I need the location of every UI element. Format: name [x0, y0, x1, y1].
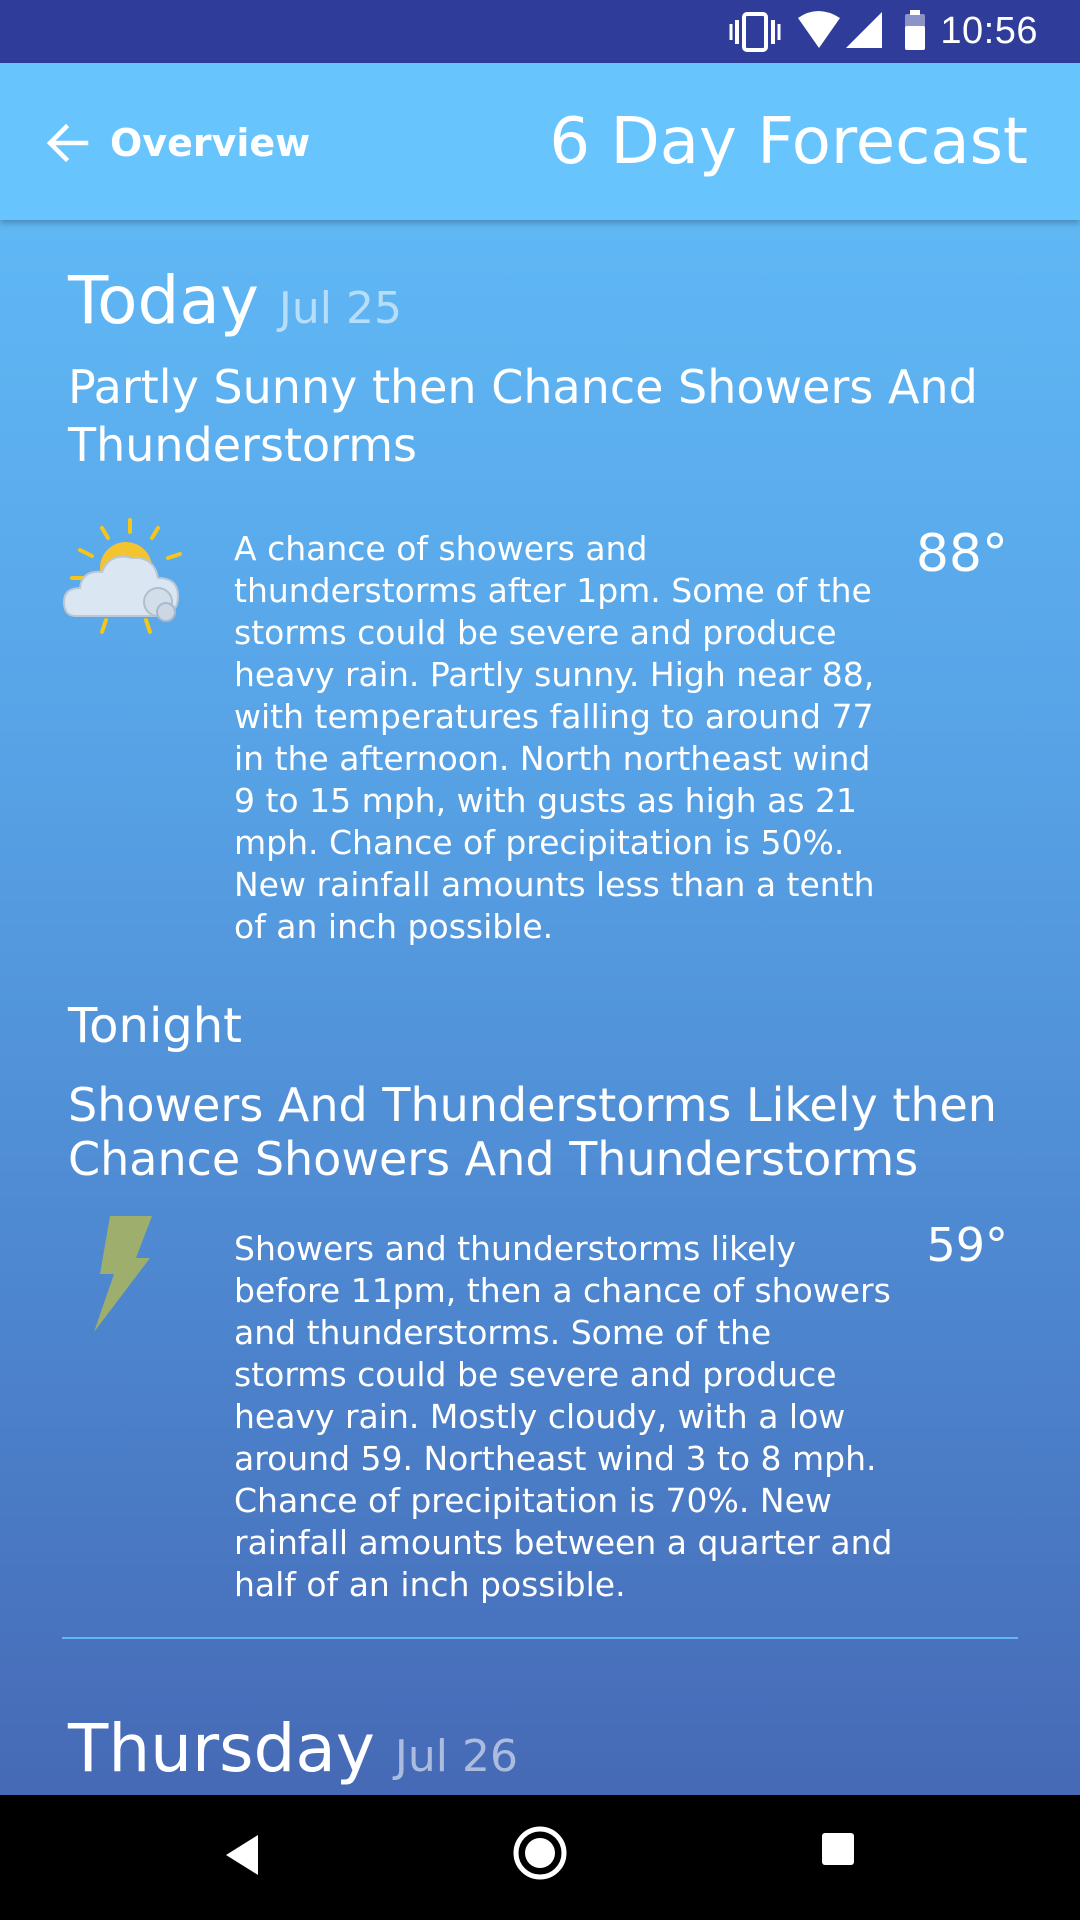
day-name: Today: [68, 262, 259, 339]
forecast-detail: A chance of showers and thunderstorms after 1pm. Some of the storms could be severe and produce heavy rain. Partly sunny. High near 88, with temperatures falling to around 77 in the afternoon. North northeast wind 9 to 15 mph, with gusts as high as 21 mph. Chance of precipitation is 50%. New rainfall amounts less than a tenth of an inch possible.: [234, 529, 875, 946]
forecast-summary: Showers And Thunderstorms Likely then Chance Showers And Thunderstorms: [68, 1078, 997, 1186]
forecast-temp: 59°: [926, 1218, 1008, 1272]
forecast-temp: 88°: [915, 524, 1008, 584]
back-label: Overview: [110, 121, 311, 165]
page-title: 6 Day Forecast: [549, 105, 1028, 179]
status-icons: [0, 0, 1080, 63]
day-header-thursday: [68, 1710, 518, 1787]
partly-sunny-showers-icon: [62, 516, 186, 640]
back-button[interactable]: [46, 113, 310, 173]
app-bar: [0, 63, 1080, 220]
forecast-detail: Showers and thunderstorms likely before 11pm, then a chance of showers and thunderstorms. Some of the storms could be severe and produce heavy rain. Mostly cloudy, with a low around 59. Northeast wind 3 to 8 mph. Chance of precipitation is 70%. New rainfall amounts between a quarter and half of an inch possible.: [234, 1229, 893, 1604]
day-date: Jul 25: [278, 283, 402, 334]
home-nav-icon[interactable]: [512, 1825, 568, 1881]
battery-icon: [905, 10, 925, 50]
wifi-icon: [798, 11, 840, 48]
signal-icon: [846, 12, 882, 48]
recents-nav-icon[interactable]: [820, 1831, 856, 1867]
day-header-today: [68, 262, 402, 339]
status-bar: [0, 0, 1080, 63]
period-name: Tonight: [68, 998, 242, 1054]
vibrate-icon: [731, 14, 779, 50]
day-date: Jul 26: [394, 1731, 518, 1782]
status-time: 10:56: [940, 10, 1038, 52]
back-nav-icon[interactable]: [222, 1827, 262, 1883]
lightning-bolt-icon: [88, 1214, 158, 1334]
arrow-left-icon: [46, 121, 90, 165]
system-nav-bar: [0, 1795, 1080, 1920]
day-name: Thursday: [68, 1710, 375, 1787]
day-divider: [62, 1637, 1018, 1639]
forecast-summary: Partly Sunny then Chance Showers And Thunderstorms: [68, 360, 978, 472]
